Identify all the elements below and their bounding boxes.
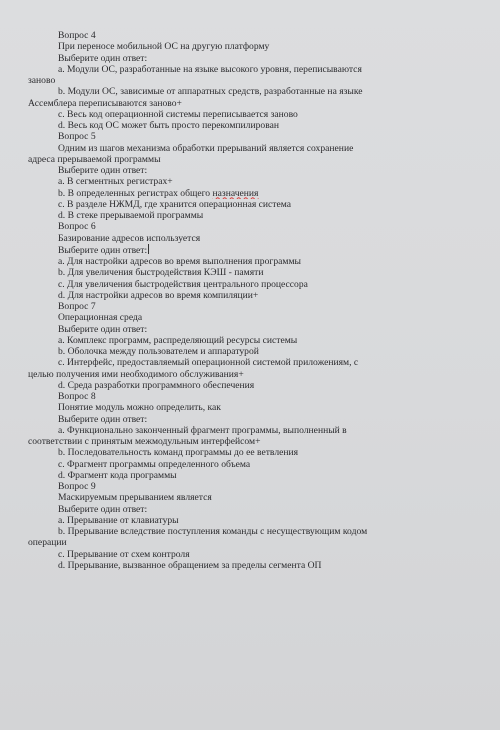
answer-prompt: Выберите один ответ: (58, 52, 148, 64)
answer-prompt: Выберите один ответ: (58, 503, 148, 515)
option-c: c. Для увеличения быстродействия центрального процессора (58, 278, 308, 290)
option-b: b. Оболочка между пользователем и аппаратурой (58, 346, 259, 357)
option-c: c. Фрагмент программы определенного объема (58, 458, 251, 470)
question-text: Базирование адресов используется (58, 232, 201, 244)
question-title: Вопрос 6 (58, 221, 96, 233)
option-d: d. Весь код ОС может быть просто перекомпилирован (58, 120, 279, 131)
option-c-continued: целью получения ими необходимого обслуживания+ (28, 368, 244, 380)
question-title: Вопрос 5 (58, 131, 96, 143)
question-title: Вопрос 9 (58, 481, 96, 492)
answer-prompt: Выберите один ответ: (58, 165, 148, 176)
option-b: b. Прерывание вследствие поступления команды с несуществующим кодом (58, 526, 368, 537)
option-c: c. Интерфейс, предоставляемый операционной системой приложениям, с (58, 357, 359, 369)
answer-prompt[interactable] (28, 244, 472, 256)
option-c: c. Прерывание от схем контроля (58, 548, 190, 560)
answer-prompt-text: Выберите один ответ: (58, 244, 148, 256)
option-c: c. В разделе НЖМД, где хранится операционная система (58, 198, 292, 210)
question-title: Вопрос 7 (58, 301, 96, 312)
question-text: При переносе мобильной ОС на другую платформу (58, 41, 270, 53)
option-a-continued: заново (28, 75, 56, 86)
answer-prompt: Выберите один ответ: (58, 413, 148, 425)
option-c: c. Весь код операционной системы переписывается заново (58, 108, 298, 120)
option-a: a. Комплекс программ, распределяющий ресурсы системы (58, 334, 298, 346)
question-8 (28, 391, 472, 481)
question-title: Вопрос 4 (58, 30, 96, 41)
text-cursor (147, 245, 149, 256)
question-title: Вопрос 8 (58, 391, 96, 402)
option-d: d. Для настройки адресов во время компиляции+ (58, 289, 259, 301)
option-b (28, 188, 472, 199)
question-7 (28, 301, 472, 391)
question-4 (28, 30, 472, 131)
question-text: Одним из шагов механизма обработки прерываний является сохранение (58, 142, 354, 154)
option-a: a. Прерывание от клавиатуры (58, 514, 179, 526)
question-6 (28, 221, 472, 301)
option-d: d. Среда разработки программного обеспечения (58, 379, 255, 391)
question-text: Операционная среда (58, 312, 143, 324)
option-d: d. Прерывание, вызванное обращением за пределы сегмента ОП (58, 559, 322, 571)
option-a: a. В сегментных регистрах+ (58, 176, 173, 188)
question-text-continued: адреса прерываемой программы (28, 153, 161, 165)
option-b: b. Последовательность команд программы до ее ветвления (58, 447, 299, 459)
option-d: d. В стеке прерываемой программы (58, 210, 204, 221)
option-d: d. Фрагмент кода программы (58, 469, 177, 481)
option-a: a. Модули ОС, разработанные на языке высокого уровня, переписываются (58, 63, 362, 75)
option-b-continued: Ассемблера переписываются заново+ (28, 97, 182, 109)
option-a: a. Для настройки адресов во время выполнения программы (58, 256, 301, 267)
option-a-continued: соответствии с принятым межмодульным интерфейсом+ (28, 436, 261, 447)
question-9 (28, 481, 472, 571)
question-5 (28, 131, 472, 221)
option-b-continued: операции (28, 537, 67, 549)
answer-prompt: Выберите один ответ: (58, 323, 148, 335)
option-b: b. Для увеличения быстродействия КЭШ - памяти (58, 267, 264, 279)
question-text: Понятие модуль можно определить, как (58, 402, 221, 414)
option-a: a. Функционально законченный фрагмент программы, выполненный в (58, 424, 347, 436)
question-text: Маскируемым прерыванием является (58, 492, 212, 504)
option-b-text: b. В определенных регистрах общего (58, 187, 213, 199)
option-b: b. Модули ОС, зависимые от аппаратных средств, разработанные на языке (58, 86, 363, 98)
spellcheck-underlined-word: назначения (212, 187, 259, 199)
